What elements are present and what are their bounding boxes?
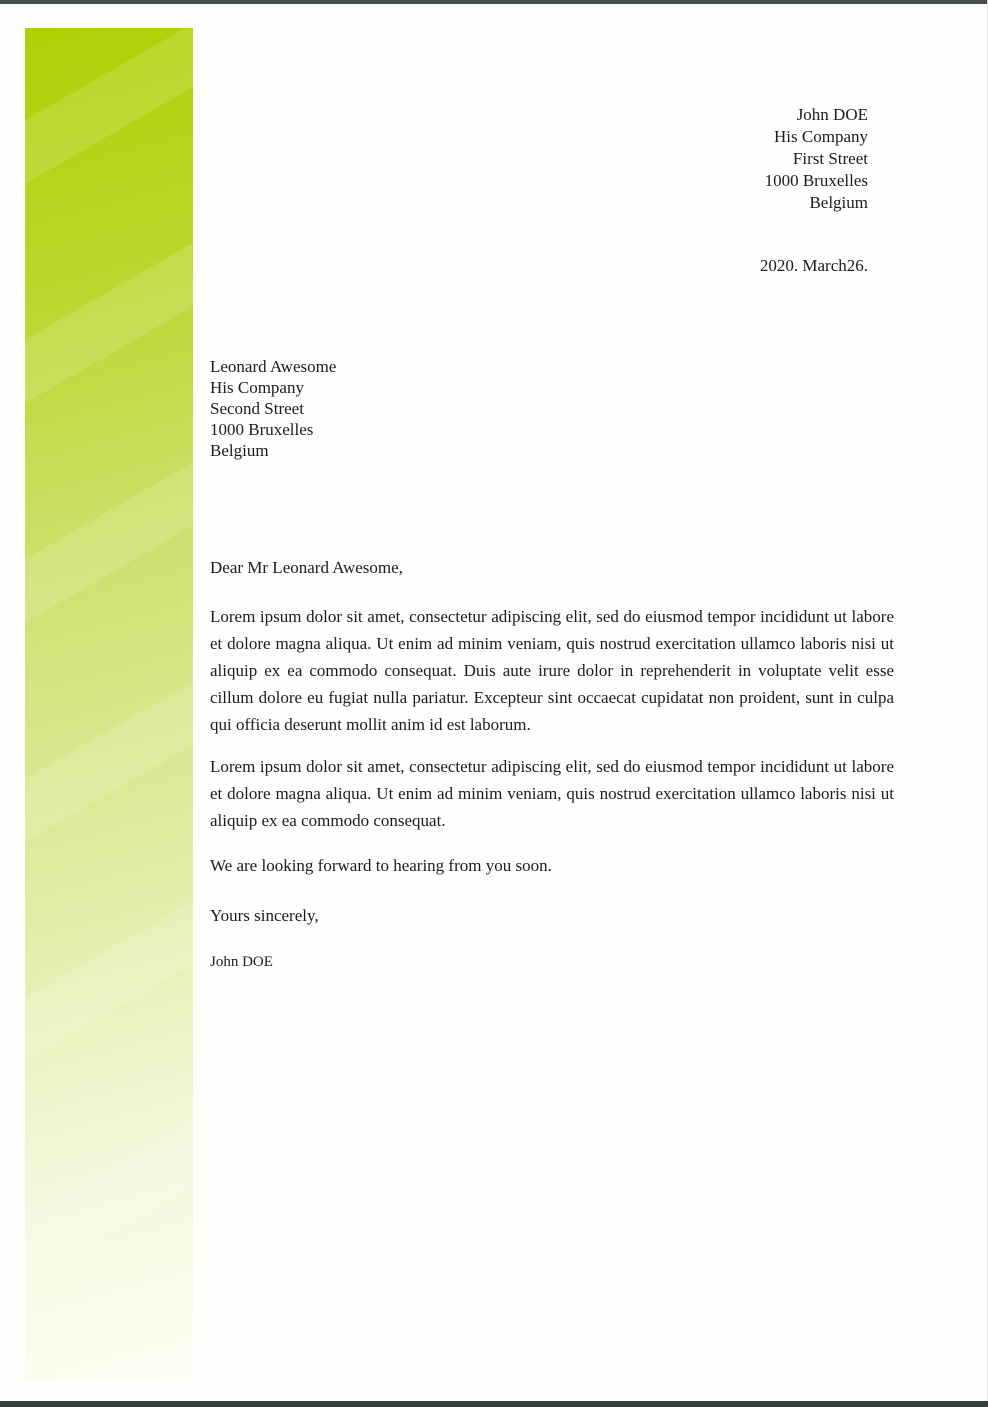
sender-address	[765, 104, 868, 214]
recipient-city: 1000 Bruxelles	[210, 420, 314, 439]
closing-line: We are looking forward to hearing from you soon.	[210, 856, 552, 875]
signature-name: John DOE	[210, 954, 273, 970]
sender-country: Belgium	[809, 193, 868, 212]
top-border-rule	[0, 0, 988, 4]
recipient-street: Second Street	[210, 399, 304, 418]
sender-name: John DOE	[796, 105, 868, 124]
salutation: Dear Mr Leonard Awesome,	[210, 558, 403, 577]
valediction: Yours sincerely,	[210, 906, 319, 925]
body-paragraph-2: Lorem ipsum dolor sit amet, consectetur adipiscing elit, sed do eiusmod tempor incididunt ut labore et dolore magna aliqua. Ut enim ad minim veniam, quis nostrud exercitation ullamco laboris nisi ut aliquip ex ea commodo consequat.	[210, 757, 894, 830]
recipient-name: Leonard Awesome	[210, 357, 337, 376]
recipient-country: Belgium	[210, 441, 269, 460]
letter-date: 2020. March26.	[759, 256, 868, 275]
sender-company: His Company	[774, 127, 868, 146]
sender-city: 1000 Bruxelles	[764, 171, 868, 190]
recipient-company: His Company	[210, 378, 304, 397]
sender-street: First Street	[792, 149, 868, 168]
recipient-address	[210, 356, 336, 461]
body-paragraph-1: Lorem ipsum dolor sit amet, consectetur adipiscing elit, sed do eiusmod tempor incididunt ut labore et dolore magna aliqua. Ut enim ad minim veniam, quis nostrud exercitation ullamco laboris nisi ut aliquip ex ea commodo consequat. Duis aute irure dolor in reprehenderit in voluptate velit esse cillum dolore eu fugiat nulla pariatur. Excepteur sint occaecat cupidatat non proident, sunt in culpa qui officia deserunt mollit anim id est laborum.	[210, 607, 894, 734]
letterhead-accent-bar	[25, 28, 193, 1380]
bottom-border-rule	[0, 1401, 988, 1407]
